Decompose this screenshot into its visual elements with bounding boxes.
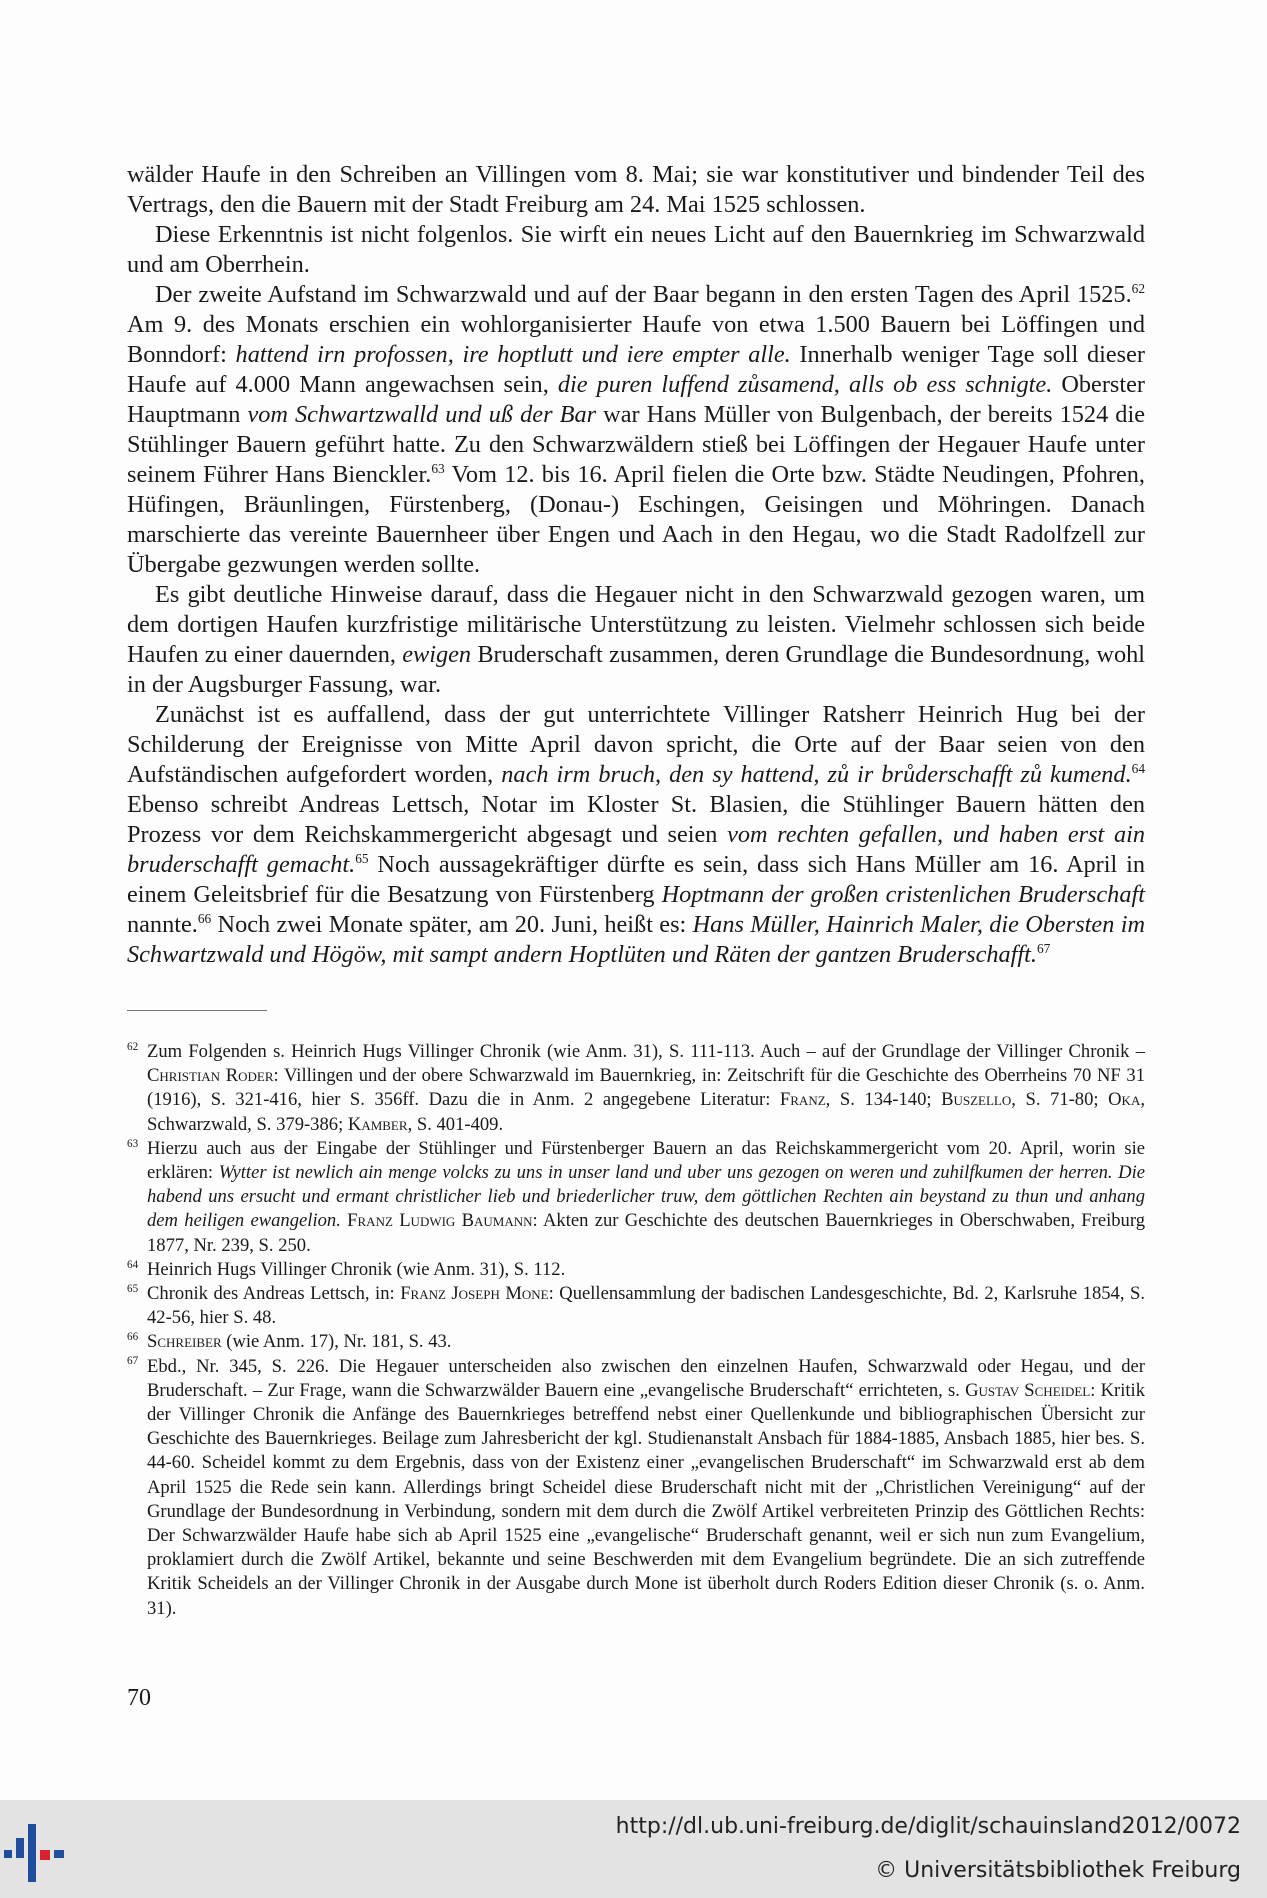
footnote-ref[interactable]: 67 bbox=[1036, 940, 1051, 956]
paragraph: Es gibt deutliche Hinweise darauf, dass die Hegauer nicht in den Schwarzwald gezogen waren, um dem dortigen Haufen kurzfristige militärische Unterstützung zu leisten. Vielmehr schlossen sich beide Haufen zu einer dauernden, ewigen Bruderschaft zusammen, deren Grundlage die Bundesordnung, wohl in der Augsburger Fassung, war. bbox=[127, 581, 1145, 698]
copyright-notice: © Universitätsbibliothek Freiburg bbox=[875, 1858, 1241, 1883]
footnote-66: 66 Schreiber (wie Anm. 17), Nr. 181, S. 43. bbox=[127, 1331, 452, 1353]
footnote-ref[interactable]: 66 bbox=[197, 910, 212, 926]
paragraph: Diese Erkenntnis ist nicht folgenlos. Sie wirft ein neues Licht auf den Bauernkrieg im Schwarzwald und am Oberrhein. bbox=[127, 221, 1145, 278]
body-text bbox=[127, 160, 1145, 970]
footnote-ref[interactable]: 62 bbox=[1131, 280, 1145, 296]
footnotes bbox=[127, 1040, 1145, 1621]
footnote-63: 63 Hierzu auch aus der Eingabe der Stühlinger und Fürstenberger Bauern an das Reichskammergericht vom 20. April, worin sie erklären: Wytter ist newlich ain menge volcks zu uns in unser land und uber uns gezogen on weren und zuhilfkumen der herren. Die habend uns ersucht und ermant christlicher lieb und briederlicher truw, dem göttlichen Rechten ain beystand zu thun und anhang dem heiligen ewangelion. Franz Ludwig Baumann: Akten zur Geschichte des deutschen Bauernkrieges in Oberschwaben, Freiburg 1877, Nr. 239, S. 250. bbox=[127, 1137, 1145, 1256]
footnote-62: 62 Zum Folgenden s. Heinrich Hugs Villinger Chronik (wie Anm. 31), S. 111-113. Auch – auf der Grundlage der Villinger Chronik – Christian Roder: Villingen und der obere Schwarzwald im Bauernkrieg, in: Zeitschrift für die Geschichte des Oberrheins 70 NF 31 (1916), S. 321-416, hier S. 356ff. Dazu die in Anm. 2 angegebene Literatur: Franz, S. 134-140; Buszello, S. 71-80; Oka, Schwarzwald, S. 379-386; Kamber, S. 401-409. bbox=[127, 1040, 1145, 1135]
paragraph: Der zweite Aufstand im Schwarzwald und auf der Baar begann in den ersten Tagen des April 1525.62 Am 9. des Monats erschien ein wohlorganisierter Haufe von etwa 1.500 Bauern bei Löffingen und Bonndorf: hattend irn profossen, ire hoptlutt und iere empter alle. Innerhalb weniger Tage soll dieser Haufe auf 4.000 Mann angewachsen sein, die puren luffend zůsamend, alls ob ess schnigte. Oberster Hauptmann vom Schwartzwalld und uß der Bar war Hans Müller von Bulgenbach, der bereits 1524 die Stühlinger Bauern geführt hatte. Zu den Schwarzwäldern stieß bei Löffingen der Hegauer Haufe unter seinem Führer Hans Bienckler.$^{63}$ Vom 12. bis 16. April fielen die Orte bzw. Städte Neudingen, Pfohren, Hüfingen, Bräunlingen, Fürstenberg, (Donau-) Eschingen, Geisingen und Möhringen. Danach marschierte das vereinte Bauernheer über Engen und Aach in den Hegau, wo die Stadt Radolfzell zur Übergabe gezwungen werden sollte. bbox=[127, 280, 1145, 578]
paragraph: wälder Haufe in den Schreiben an Villingen vom 8. Mai; sie war konstitutiver und bindender Teil des Vertrags, den die Bauern mit der Stadt Freiburg am 24. Mai 1525 schlossen. bbox=[127, 161, 1145, 218]
footnote-ref[interactable]: 65 bbox=[355, 850, 369, 866]
footnote-ref[interactable]: 63 bbox=[431, 460, 445, 476]
viewer-footer bbox=[0, 1800, 1267, 1898]
page-number: 70 bbox=[127, 1685, 151, 1711]
ub-freiburg-logo-icon[interactable] bbox=[0, 1816, 80, 1886]
footnote-ref[interactable]: 64 bbox=[1131, 760, 1145, 776]
footnote-65: 65 Chronik des Andreas Lettsch, in: Franz Joseph Mone: Quellensammlung der badischen Landesgeschichte, Bd. 2, Karlsruhe 1854, S. 42-56, hier S. 48. bbox=[127, 1282, 1145, 1329]
source-url-link[interactable]: http://dl.ub.uni-freiburg.de/diglit/schauinsland2012/0072 bbox=[615, 1814, 1241, 1839]
footnote-67: 67 Ebd., Nr. 345, S. 226. Die Hegauer unterscheiden also zwischen den einzelnen Haufen, Schwarzwald oder Hegau, und der Bruderschaft. – Zur Frage, wann die Schwarzwälder Bauern eine „evangelische Bruderschaft“ errichteten, s. Gustav Scheidel: Kritik der Villinger Chronik die Anfänge des Bauernkrieges betreffend nebst einer Quellenkunde und bibliographischen Übersicht zur Geschichte des Bauernkrieges. Beilage zum Jahresbericht der kgl. Studienanstalt Ansbach für 1884-1885, Ansbach 1885, hier bes. S. 44-60. Scheidel kommt zu dem Ergebnis, dass von der Existenz einer „evangelischen Bruderschaft“ im Schwarzwald erst ab dem April 1525 die Rede sein kann. Allerdings bringt Scheidel diese Bruderschaft nicht mit der „Christlichen Vereinigung“ auf der Grundlage der Bundesordnung in Verbindung, sondern mit dem durch die Zwölf Artikel verbreiteten Prinzip des Göttlichen Rechts: Der Schwarzwälder Haufe habe sich ab April 1525 eine „evangelische“ Bruderschaft genannt, weil er sich nun zum Evangelium, proklamiert durch die Zwölf Artikel, bekannte und seine Beschwerden mit dem Evangelium begründete. Die an sich zutreffende Kritik Scheidels an der Villinger Chronik in der Ausgabe durch Mone ist überholt durch Roders Edition dieser Chronik (s. o. Anm. 31). bbox=[127, 1355, 1146, 1619]
paragraph: Zunächst ist es auffallend, dass der gut unterrichtete Villinger Ratsherr Heinrich Hug bei der Schilderung der Ereignisse von Mitte April davon spricht, die Orte auf der Baar seien von den Aufständischen aufgefordert worden, nach irm bruch, den sy hattend, zů ir brůderschafft zů kumend.$^{64}$ Ebenso schreibt Andreas Lettsch, Notar im Kloster St. Blasien, die Stühlinger Bauern hätten den Prozess vor dem Reichskammergericht abgesagt und seien vom rechten gefallen, und haben erst ain bruderschafft gemacht.$^{65}$ Noch aussagekräftiger dürfte es sein, dass sich Hans Müller am 16. April in einem Geleitsbrief für die Besatzung von Fürstenberg Hoptmann der großen cristenlichen Bruderschaft nannte.$^{66}$ Noch zwei Monate später, am 20. Juni, heißt es: Hans Müller, Hainrich Maler, die Obersten im Schwartzwald und Högöw, mit sampt andern Hoptlüten und Räten der gantzen Bruderschafft.$^{67}$ bbox=[127, 701, 1146, 968]
footnote-separator bbox=[127, 1010, 267, 1011]
footnote-64: 64 Heinrich Hugs Villinger Chronik (wie Anm. 31), S. 112. bbox=[127, 1258, 566, 1280]
